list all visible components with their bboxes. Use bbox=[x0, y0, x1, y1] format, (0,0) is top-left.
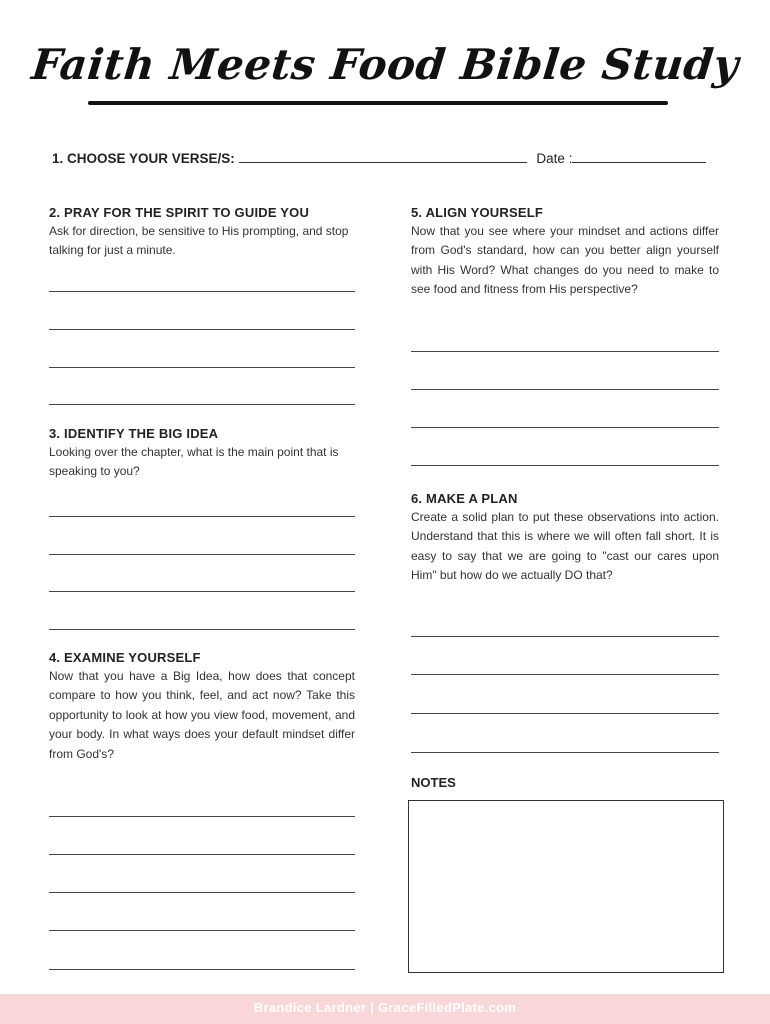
section-description: Ask for direction, be sensitive to His prompting, and stop talking for just a minute. bbox=[49, 224, 349, 258]
answer-line[interactable] bbox=[49, 291, 355, 292]
footer-credit: Brandice Lardner | GraceFilledPlate.com bbox=[253, 1000, 517, 1015]
section-description: Create a solid plan to put these observations into action. Understand that this is where we will often fall short. It is easy to say that we are going to "cast our cares upon Him" but how do we actually DO that? bbox=[411, 510, 719, 583]
answer-line[interactable] bbox=[411, 427, 719, 428]
footer-bar bbox=[0, 994, 770, 1024]
answer-line[interactable] bbox=[411, 636, 719, 637]
answer-line[interactable] bbox=[411, 351, 719, 352]
notes-box[interactable] bbox=[408, 800, 724, 973]
verse-row bbox=[52, 150, 722, 166]
section-title: 2. PRAY FOR THE SPIRIT TO GUIDE YOU bbox=[49, 205, 310, 220]
section-align bbox=[411, 205, 719, 300]
answer-line[interactable] bbox=[49, 854, 355, 855]
answer-line[interactable] bbox=[411, 674, 719, 675]
answer-line[interactable] bbox=[411, 389, 719, 390]
answer-line[interactable] bbox=[49, 329, 355, 330]
date-field[interactable] bbox=[572, 150, 706, 163]
section-plan bbox=[411, 491, 719, 586]
section-title: 5. ALIGN YOURSELF bbox=[411, 205, 543, 220]
answer-line[interactable] bbox=[411, 752, 719, 753]
section-title: 3. IDENTIFY THE BIG IDEA bbox=[49, 426, 219, 441]
date-label: Date : bbox=[536, 151, 573, 166]
answer-line[interactable] bbox=[49, 404, 355, 405]
section-identify bbox=[49, 426, 355, 482]
section-title: 4. EXAMINE YOURSELF bbox=[49, 650, 201, 665]
section-title: 6. MAKE A PLAN bbox=[411, 491, 518, 506]
answer-line[interactable] bbox=[49, 554, 355, 555]
section-pray bbox=[49, 205, 355, 261]
verse-field[interactable] bbox=[239, 150, 527, 163]
verse-label: 1. CHOOSE YOUR VERSE/S: bbox=[52, 151, 235, 166]
right-column bbox=[411, 205, 719, 765]
section-examine bbox=[49, 650, 355, 764]
answer-line[interactable] bbox=[411, 713, 719, 714]
title-underline bbox=[88, 101, 668, 105]
answer-line[interactable] bbox=[49, 969, 355, 970]
answer-line[interactable] bbox=[49, 516, 355, 517]
page-title-text: Faith Meets Food Bible Study bbox=[29, 40, 741, 89]
page-title bbox=[0, 40, 770, 89]
answer-line[interactable] bbox=[49, 892, 355, 893]
answer-line[interactable] bbox=[411, 465, 719, 466]
section-description: Now that you have a Big Idea, how does that concept compare to how you think, feel, and act now? Take this opportunity to look at how you view food, movement, and your body. In what ways does your default mindset differ from God's? bbox=[49, 669, 355, 761]
answer-line[interactable] bbox=[49, 591, 355, 592]
section-description: Looking over the chapter, what is the main point that is speaking to you? bbox=[49, 445, 339, 479]
answer-line[interactable] bbox=[49, 629, 355, 630]
section-description: Now that you see where your mindset and actions differ from God's standard, how can you better align yourself with His Word? What changes do you need to make to see food and fitness from His perspective? bbox=[411, 224, 719, 297]
answer-line[interactable] bbox=[49, 367, 355, 368]
left-column bbox=[49, 205, 355, 985]
answer-line[interactable] bbox=[49, 816, 355, 817]
answer-line[interactable] bbox=[49, 930, 355, 931]
notes-title: NOTES bbox=[411, 775, 456, 790]
